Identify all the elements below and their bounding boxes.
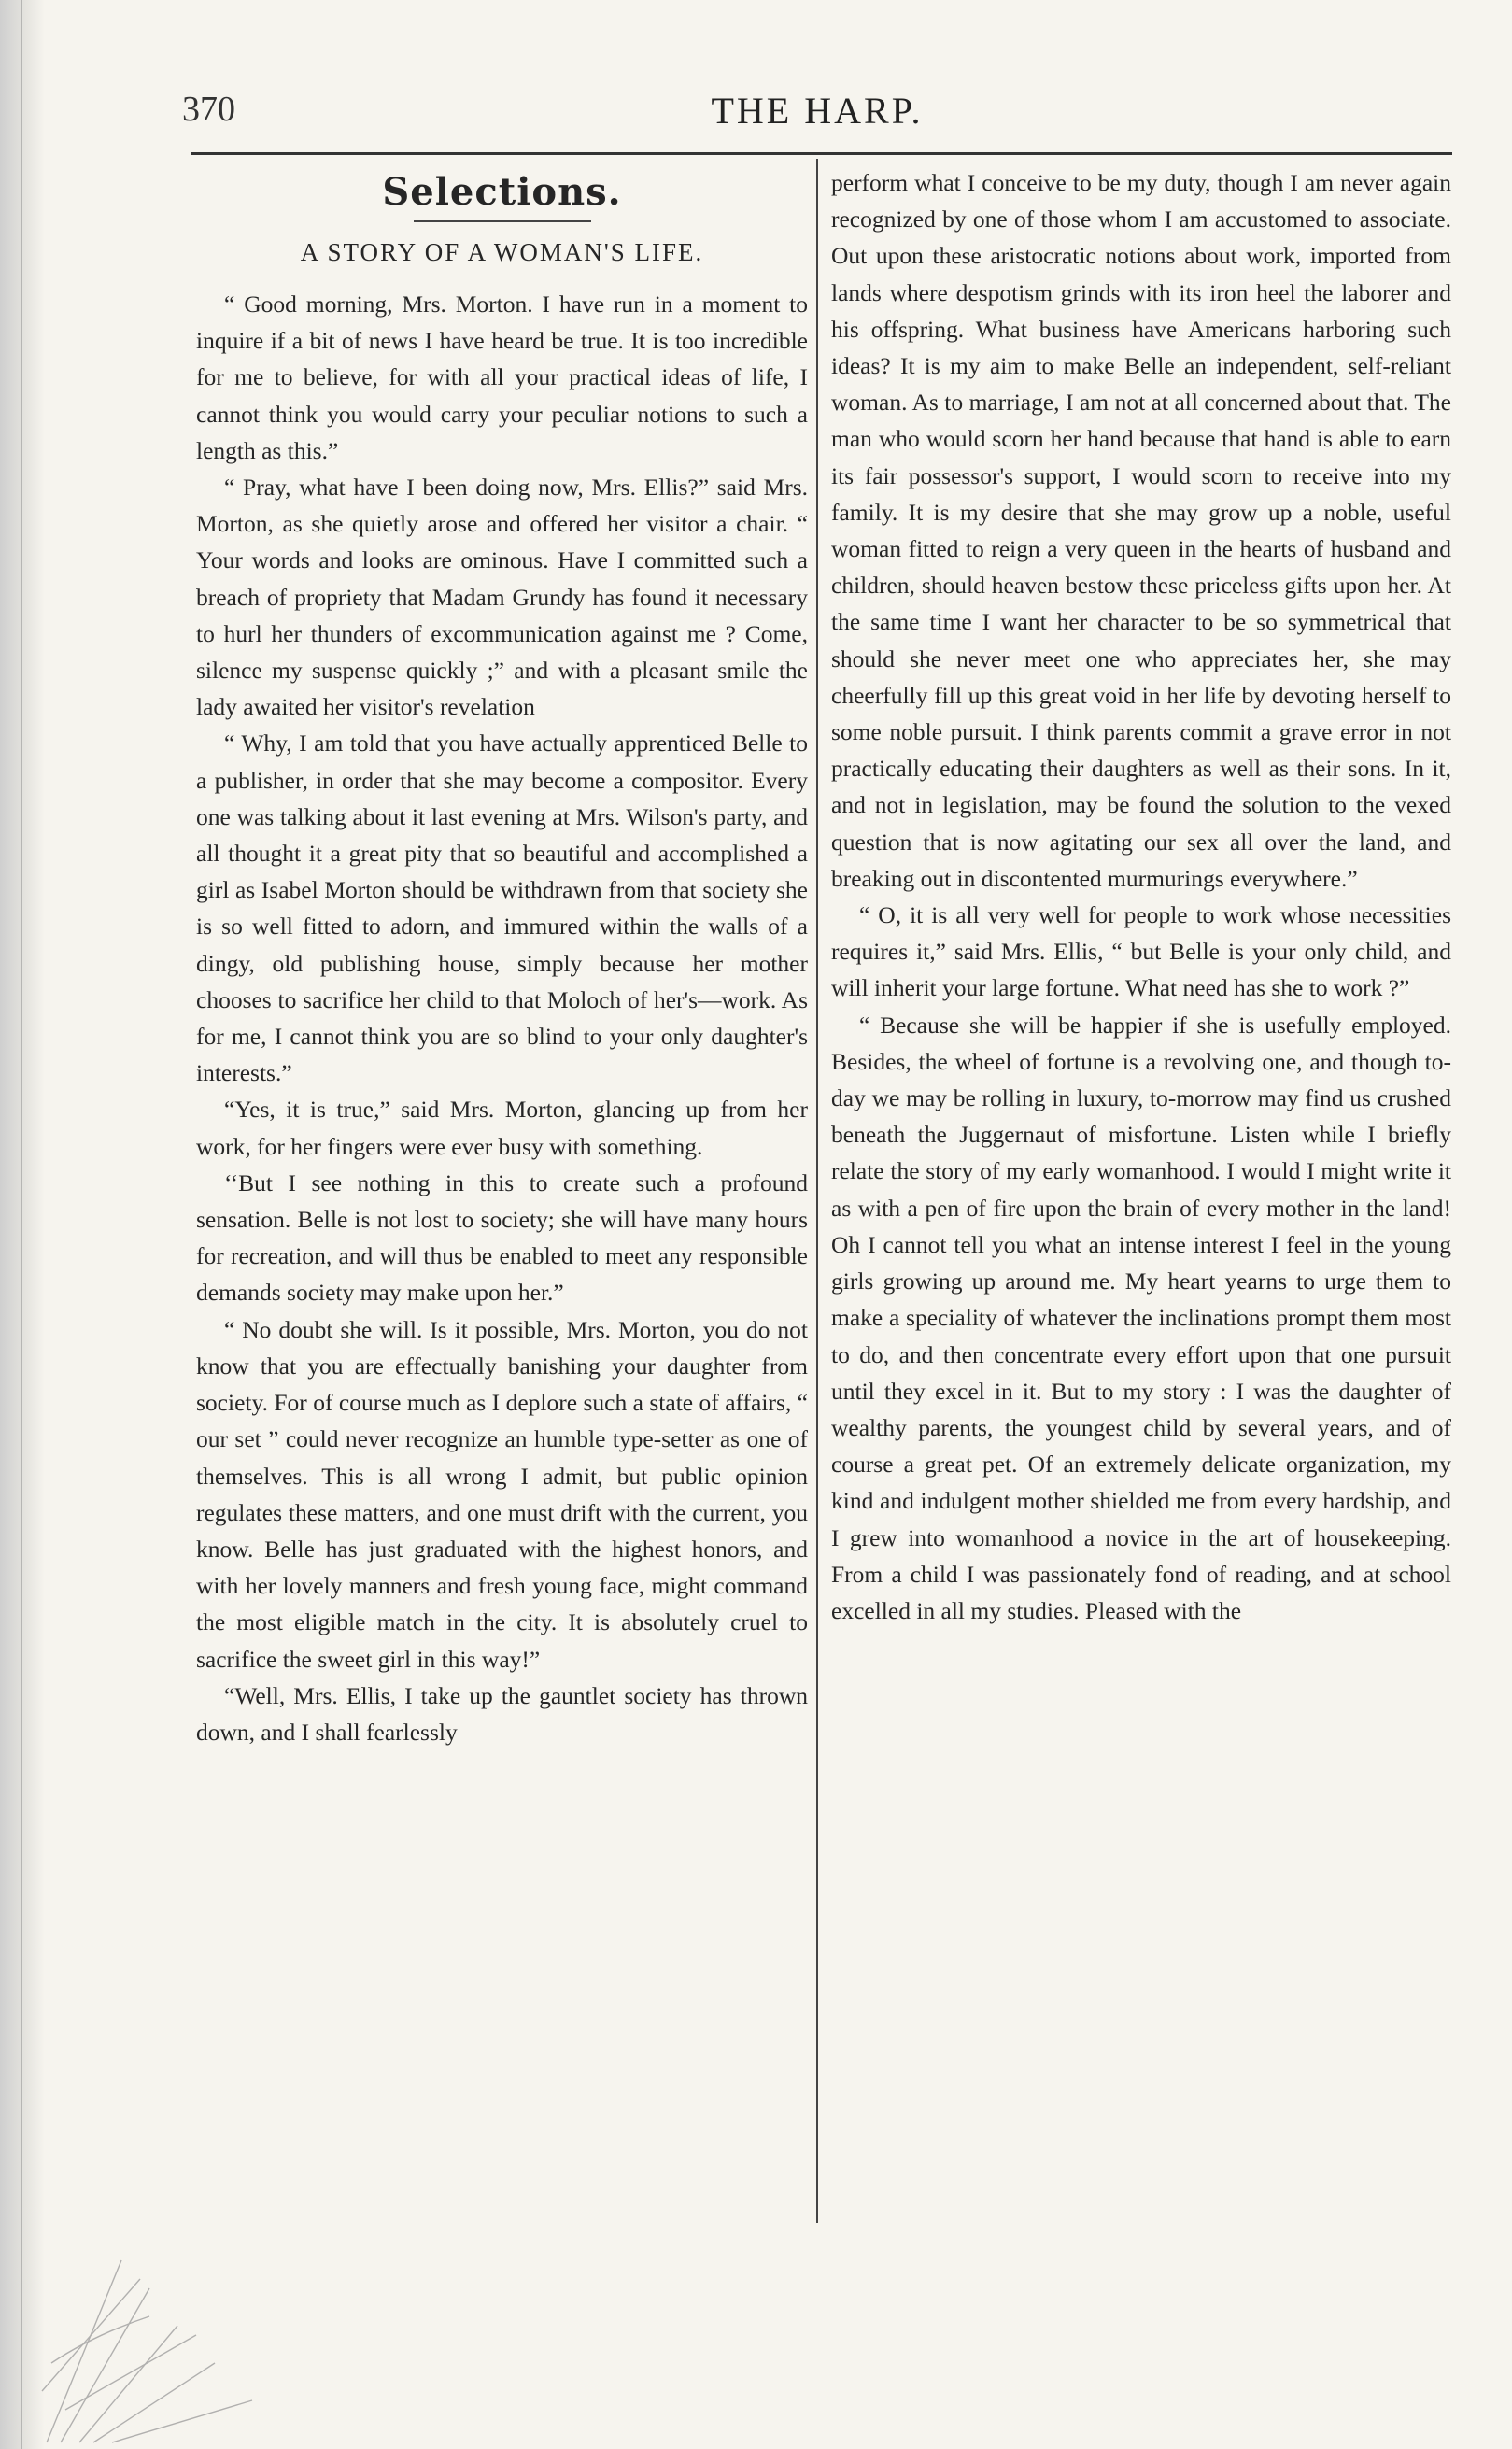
journal-title: THE HARP. (711, 90, 924, 132)
column-divider (816, 159, 818, 2223)
paragraph: “ Pray, what have I been doing now, Mrs. Ellis?” said Mrs. Morton, as she quietly arose and offered her visitor a chair. “ Your words and looks are ominous. Have I committed such a breach of propriety that Madam Grundy has found it necessary to hurl her thunders of excommunication against me ? Come, silence my suspense quickly ;” and with a pleasant smile the lady awaited her visitor's revelation (196, 474, 808, 721)
story-title: A STORY OF A WOMAN'S LIFE. (300, 238, 704, 266)
paragraph: “Yes, it is true,” said Mrs. Morton, glancing up from her work, for her fingers were ever busy with something. (196, 1096, 808, 1160)
header-rule (191, 152, 1452, 155)
binding-gutter-line (21, 0, 22, 2449)
paragraph: “Well, Mrs. Ellis, I take up the gauntlet society has thrown down, and I shall fearlessly (196, 1681, 808, 1746)
paragraph: perform what I conceive to be my duty, though I am never again recognized by one of those whom I am accustomed to associate. Out upon these aristocratic notions about work, imported from lands where despotism grinds with its iron heel the laborer and his offspring. What business have Americans harboring such ideas? It is my aim to make Belle an independent, self-reliant woman. As to marriage, I am not at all concerned about that. The man who would scorn her hand because that hand is able to earn its fair possessor's support, I would scorn to receive into my family. It is my desire that she may grow up a noble, useful woman fitted to reign a very queen in the hearts of husband and children, should heaven bestow these priceless gifts upon her. At the same time I want her character to be so symmetrical that should she never meet one who appreciates her, she may cheerfully fill up this great void in her life by devoting herself to some noble pursuit. I think parents commit a grave error in not practically educating their daughters as well as their sons. In it, and not in legislation, may be found the solution to the vexed question that is now agitating our sex all over the land, and breaking out in discontented murmurings everywhere.” (831, 169, 1451, 892)
section-heading: Selections. (382, 170, 622, 214)
paragraph: “ No doubt she will. Is it possible, Mrs. Morton, you do not know that you are effectually banishing your daughter from society. For of course much as I deplore such a state of affairs, “ our set ” could never recognize an humble type-setter as one of themselves. This is all wrong I admit, but public opinion regulates these matters, and one must drift with the current, you know. Belle has just graduated with the highest honors, and with her lovely manners and fresh young face, might command the most eligible match in the city. It is absolutely cruel to sacrifice the sweet girl in this way!” (196, 1315, 808, 1673)
paragraph: “ Because she will be happier if she is usefully employed. Besides, the wheel of fortune is a revolving one, and though to-day we may be rolling in luxury, to-morrow may find us crushed beneath the Juggernaut of misfortune. Listen while I briefly relate the story of my early womanhood. I would I might write it as with a pen of fire upon the brain of every mother in the land! Oh I cannot tell you what an intense interest I feel in the young girls growing up around me. My heart yearns to urge them to make a speciality of whatever the inclinations prompt them most to do, and then concentrate every effort upon that one pursuit until they excel in it. But to my story : I was the daughter of wealthy parents, the youngest child by several years, and of course a great pet. Of an extremely delicate organization, my kind and indulgent mother shielded me from every hardship, and I grew into womanhood a novice in the art of housekeeping. From a child I was passionately fond of reading, and at school excelled in all my studies. Pleased with the (831, 1011, 1451, 1624)
page-header (182, 89, 1452, 145)
margin-pencil-sketch (37, 2223, 411, 2447)
paragraph: ‘‘But I see nothing in this to create such a profound sensation. Belle is not lost to society; she will have many hours for recreation, and will thus be enabled to meet any responsible demands society may make upon her.” (196, 1168, 808, 1307)
page-number: 370 (182, 90, 235, 129)
paragraph: “ Good morning, Mrs. Morton. I have run in a moment to inquire if a bit of news I have heard be true. It is too incredible for me to believe, for with all your practical ideas of life, I cannot think you would carry your peculiar notions to such a length as this.” (196, 290, 808, 464)
right-column (831, 164, 1451, 2219)
binding-gutter-shadow (0, 0, 45, 2449)
section-heading-rule (414, 220, 591, 222)
left-column (196, 168, 808, 2223)
paragraph: “ O, it is all very well for people to work whose necessities requires it,” said Mrs. Ellis, “ but Belle is your only child, and will inherit your large fortune. What need has she to work ?” (831, 901, 1451, 1002)
paragraph: “ Why, I am told that you have actually apprenticed Belle to a publisher, in order that she may become a compositor. Every one was talking about it last evening at Mrs. Wilson's party, and all thought it a great pity that so beautiful and accomplished a girl as Isabel Morton should be withdrawn from that society she is so well fitted to adorn, and immured within the walls of a dingy, old publishing house, simply because her mother chooses to sacrifice her child to that Moloch of her's—work. As for me, I cannot think you are so blind to your only daughter's interests.” (196, 729, 808, 1087)
